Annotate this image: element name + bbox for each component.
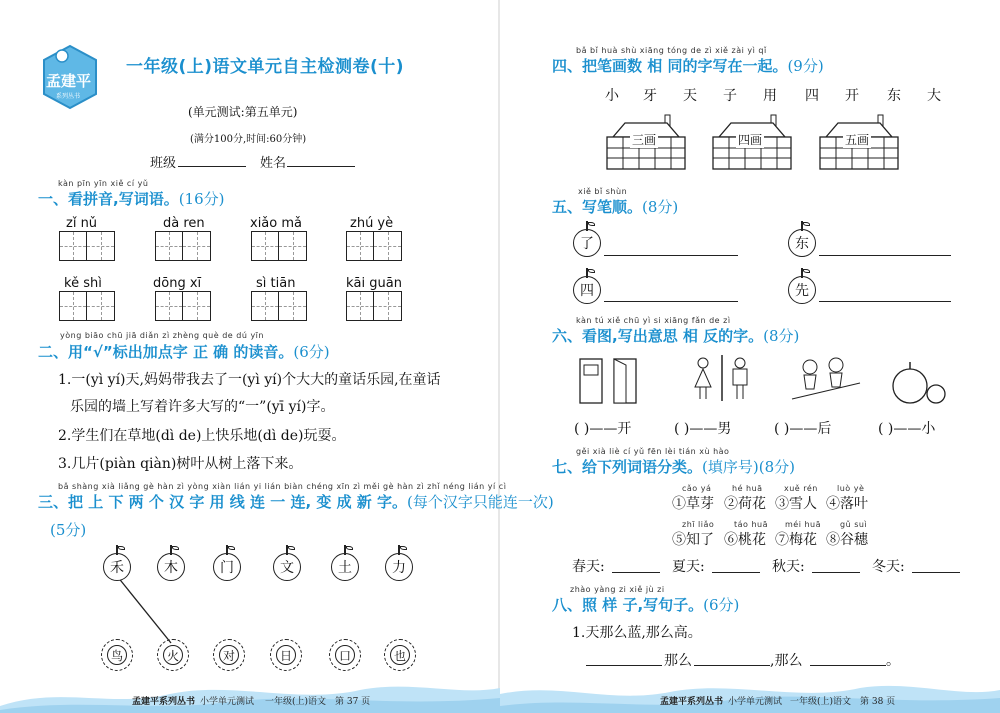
class-label: 班级 — [150, 156, 177, 171]
stroke-order-char: 东 — [788, 229, 816, 257]
footer-series: 孟建平系列丛书 — [660, 697, 724, 707]
stroke-order-char: 先 — [788, 276, 816, 304]
tianzige-box[interactable] — [59, 291, 115, 321]
word-pinyin: cǎo yá — [682, 484, 712, 493]
season-summer-label: 夏天: — [672, 559, 705, 575]
stroke-order-answer[interactable] — [819, 240, 951, 256]
bottom-char-flower[interactable]: 口 — [329, 639, 361, 671]
stroke-order-answer[interactable] — [604, 240, 738, 256]
class-field[interactable] — [178, 153, 246, 167]
antonym-pair[interactable]: ( )——男 — [674, 421, 732, 437]
sentence-connector: ,那么 — [770, 653, 803, 669]
stroke-order-answer[interactable] — [604, 286, 738, 302]
top-char-apple[interactable]: 土 — [331, 553, 359, 581]
sentence-connector: 那么 — [664, 653, 692, 669]
sentence-blank[interactable] — [586, 651, 662, 666]
connection-lines — [0, 540, 500, 670]
apples-big-small-picture — [890, 360, 950, 408]
s1-title — [38, 188, 225, 209]
footer-grade: 一年级(上)语文 — [265, 697, 327, 707]
stroke-order-answer[interactable] — [819, 286, 951, 302]
q2-1-line-a: 1.一(yì yí)天,妈妈带我去了一(yì yí)个大大的童话乐园,在童话 — [58, 372, 441, 388]
s8-pinyin: zhào yàng zi xiě jù zi — [570, 585, 665, 594]
footer-grade: 一年级(上)语文 — [790, 697, 852, 707]
word-pinyin: xuě rén — [784, 484, 818, 493]
tianzige-box[interactable] — [251, 231, 307, 261]
classify-word: ③雪人 — [775, 496, 817, 512]
s1-title-text: 一、看拼音,写词语。 — [38, 190, 179, 208]
tianzige-box[interactable] — [155, 231, 211, 261]
s6-pinyin: kàn tú xiě chū yì si xiāng fǎn de zì — [576, 316, 731, 325]
house-label: 五画 — [845, 133, 870, 147]
s2-score: (6分) — [293, 343, 330, 361]
doors-picture — [578, 357, 640, 407]
s2-pinyin: yòng biāo chū jiā diǎn zì zhèng què de dú yīn — [60, 331, 264, 340]
s6-title: 六、看图,写出意思 相 反的字。(8分) — [552, 327, 800, 345]
tianzige-box[interactable] — [155, 291, 211, 321]
word-pinyin: méi huā — [785, 520, 822, 529]
s1-pinyin: kàn pīn yīn xiě cí yǔ — [58, 179, 149, 188]
s3-title — [38, 491, 554, 512]
antonym-pair[interactable]: ( )——开 — [574, 421, 632, 437]
classify-word: ⑥桃花 — [724, 532, 766, 548]
s3-title-text: 三、把 上 下 两 个 汉 字 用 线 连 一 连, 变 成 新 字。 — [38, 493, 408, 511]
name-label: 姓名 — [260, 156, 287, 171]
footer-page: 第 38 页 — [860, 697, 896, 707]
season-winter-label: 冬天: — [872, 559, 905, 575]
q2-3: 3.几片(piàn qiàn)树叶从树上落下来。 — [58, 456, 303, 472]
antonym-pair[interactable]: ( )——后 — [774, 421, 832, 437]
s3-score-line — [50, 519, 86, 540]
people-picture — [688, 355, 758, 403]
running-kids-picture — [790, 355, 862, 405]
s5-pinyin: xiě bǐ shùn — [578, 187, 628, 196]
bottom-char-flower[interactable]: 火 — [157, 639, 189, 671]
bottom-char-flower[interactable]: 也 — [384, 639, 416, 671]
q2-1-line-b: 乐园的墙上写着许多大写的“一”(yī yí)字。 — [70, 399, 335, 415]
q2-2: 2.学生们在草地(dì de)上快乐地(dì de)玩耍。 — [58, 428, 346, 444]
word-pinyin: kāi guān — [346, 276, 402, 291]
word-pinyin: hé huā — [732, 484, 763, 493]
sentence-blank[interactable] — [810, 651, 886, 666]
s4-pinyin: bǎ bǐ huà shù xiāng tóng de zì xiě zài yì qǐ — [576, 46, 767, 55]
top-char-apple[interactable]: 门 — [213, 553, 241, 581]
s8-example: 1.天那么蓝,那么高。 — [572, 625, 702, 641]
tianzige-box[interactable] — [59, 231, 115, 261]
s3-note: (每个汉字只能连一次) — [407, 493, 554, 511]
word-pinyin: dōng xī — [153, 276, 202, 291]
s8-title: 八、照 样 子,写句子。(6分) — [552, 596, 740, 614]
tianzige-box[interactable] — [251, 291, 307, 321]
s3-score: (5分) — [50, 521, 87, 539]
tianzige-box[interactable] — [346, 231, 402, 261]
logo-subtext: 系列丛书 — [56, 93, 81, 100]
classify-word: ②荷花 — [724, 496, 766, 512]
footer-mid: 小学单元测试 — [728, 697, 783, 707]
classify-word: ④落叶 — [826, 496, 868, 512]
s7-title: 七、给下列词语分类。(填序号)(8分) — [552, 458, 795, 476]
s5-title: 五、写笔顺。(8分) — [552, 198, 679, 216]
s2-title-text: 二、用“√”标出加点字 正 确 的读音。 — [38, 343, 294, 361]
antonym-pair[interactable]: ( )——小 — [878, 421, 936, 437]
name-field[interactable] — [287, 153, 355, 167]
word-pinyin: zhú yè — [350, 216, 394, 231]
season-autumn-answer[interactable] — [812, 558, 860, 573]
bottom-char-flower[interactable]: 对 — [213, 639, 245, 671]
word-pinyin: táo huā — [734, 520, 769, 529]
stroke-order-char: 四 — [573, 276, 601, 304]
page-subtitle: (单元测试:第五单元) — [188, 105, 298, 119]
sentence-blank[interactable] — [694, 651, 770, 666]
right-page: bǎ bǐ huà shù xiāng tóng de zì xiě zài yì qǐ 四、把笔画数 相 同的字写在一起。(9分) 小 牙 天 子 用 四 开 东 大 三画 四画 五画 xiě bǐ shùn 五、写笔顺。(8分) 了 东 四 先 kàn tú xiě chū yì si xiāng fǎn de zì 六、看图,写出意思 相 反的字。(8分) ( )——开 ( )——男 ( )——后 ( )——小 gěi xià liè cí yǔ fēn lèi tián xù hào 七、给下列词语分类。(填序号)(8分) cǎo yá ①草芽 hé huā ②荷花 xuě rén ③雪人 luò yè ④落叶 zhī liǎo ⑤知了 táo huā ⑥桃花 méi huā ⑦梅花 gǔ suì ⑧谷穗 春天: 夏天: 秋天: 冬天: zhào yàng zi xiě jù zi 八、照 样 子,写句子。(6分) 1.天那么蓝,那么高。 那么 ,那么 。 孟建平系列丛书 小学单元测试 一年级(上)语文 第 38 页 — [500, 0, 1000, 713]
bottom-char-flower[interactable]: 日 — [270, 639, 302, 671]
house-label: 四画 — [738, 133, 763, 147]
footer-page: 第 37 页 — [335, 697, 371, 707]
word-pinyin: luò yè — [837, 484, 865, 493]
word-pinyin: zhī liǎo — [682, 520, 715, 529]
page-title: 一年级(上)语文单元自主检测卷(十) — [126, 57, 405, 77]
word-pinyin: zǐ nǔ — [66, 216, 98, 231]
footer-mid: 小学单元测试 — [200, 697, 255, 707]
house-label: 三画 — [632, 133, 657, 147]
tianzige-box[interactable] — [346, 291, 402, 321]
word-pinyin: gǔ suì — [840, 520, 868, 529]
sentence-end: 。 — [886, 653, 900, 669]
word-pinyin: sì tiān — [256, 276, 296, 291]
word-pinyin: kě shì — [64, 276, 102, 291]
season-autumn-label: 秋天: — [772, 559, 805, 575]
word-pinyin: dà ren — [163, 216, 205, 231]
stroke-order-char: 了 — [573, 229, 601, 257]
top-char-apple[interactable]: 木 — [157, 553, 185, 581]
word-pinyin: xiǎo mǎ — [250, 216, 302, 231]
classify-word: ⑦梅花 — [775, 532, 817, 548]
top-char-apple[interactable]: 力 — [385, 553, 413, 581]
exam-info: (满分100分,时间:60分钟) — [190, 134, 307, 145]
season-winter-answer[interactable] — [912, 558, 960, 573]
top-char-apple[interactable]: 禾 — [103, 553, 131, 581]
s1-score: (16分) — [178, 190, 225, 208]
classify-word: ⑤知了 — [672, 532, 714, 548]
season-spring-answer[interactable] — [612, 558, 660, 573]
s3-pinyin: bǎ shàng xià liǎng gè hàn zì yòng xiàn lián yi lián biàn chéng xīn zì měi gè hàn zì zhǐ néng lián yí cì — [58, 482, 507, 491]
season-summer-answer[interactable] — [712, 558, 760, 573]
top-char-apple[interactable]: 文 — [273, 553, 301, 581]
classify-word: ①草芽 — [672, 496, 714, 512]
s4-title: 四、把笔画数 相 同的字写在一起。(9分) — [552, 57, 824, 75]
classify-word: ⑧谷穗 — [826, 532, 868, 548]
s2-title — [38, 341, 330, 362]
footer-series: 孟建平系列丛书 — [132, 697, 196, 707]
s7-pinyin: gěi xià liè cí yǔ fēn lèi tián xù hào — [576, 447, 730, 456]
logo-text: 孟建平 — [46, 72, 92, 90]
bottom-char-flower[interactable]: 鸟 — [101, 639, 133, 671]
season-spring-label: 春天: — [572, 559, 605, 575]
